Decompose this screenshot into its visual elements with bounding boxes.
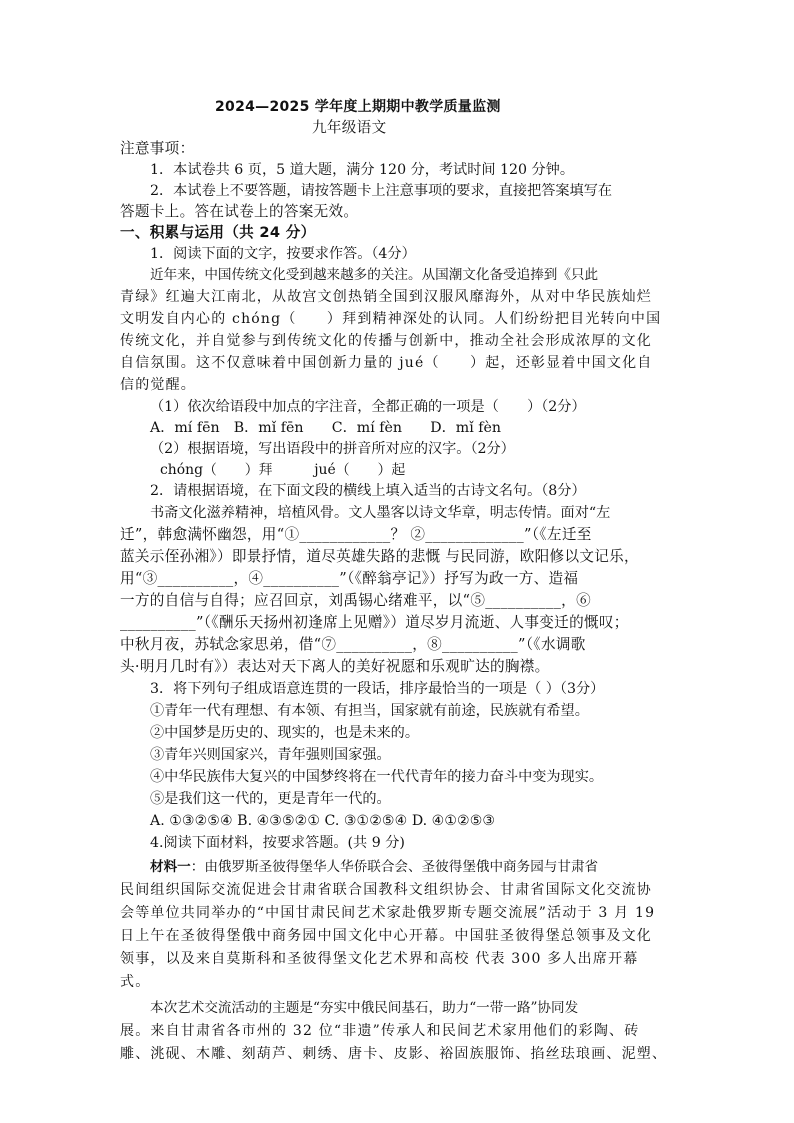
q1-sub2-blanks: chóng（ ）拜 jué（ ）起 xyxy=(160,462,406,478)
q4-material1-line: 日上午在圣彼得堡俄中商务园中国文化中心开幕。中国驻圣彼得堡总领事及文化 xyxy=(120,928,652,944)
q3-options: A. ①③②⑤④ B. ④③⑤②① C. ③①②⑤④ D. ④①②⑤③ xyxy=(150,813,496,829)
notice-item-2b: 答题卡上。答在试卷上的答案无效。 xyxy=(120,203,359,220)
q4-material1-line: 民间组织国际交流促进会甘肃省联合国教科文组织协会、甘肃省国际文化交流协 xyxy=(120,882,652,898)
q2-prompt: 2．请根据语境，在下面文段的横线上填入适当的古诗文名句。（8分） xyxy=(150,483,586,499)
q1-sub1-options: A．mí fēn B．mǐ fēn C．mí fèn D．mǐ fèn xyxy=(150,420,501,436)
q1-passage-line: 自信氛围。这不仅意味着中国创新力量的 jué（ ）起，还彰显着中国文化自 xyxy=(120,355,653,371)
material1-first-line: ：由俄罗斯圣彼得堡华人华侨联合会、圣彼得堡俄中商务园与甘肃省 xyxy=(190,859,599,875)
q3-sentence: ⑤是我们这一代的，更是青年一代的。 xyxy=(150,791,391,807)
q2-line: 头·明月几时有》）表达对天下离人的美好祝愿和乐观旷达的胸襟。 xyxy=(120,658,550,675)
q1-prompt: 1．阅读下面的文字，按要求作答。（4分） xyxy=(150,246,416,262)
q1-passage-line: 近年来，中国传统文化受到越来越多的关注。从国潮文化备受追捧到《只此 xyxy=(150,267,599,283)
q4-material1-line xyxy=(150,856,706,878)
q2-line: 用“③__________，④__________”（《醉翁亭记》）抒写为政一方、造福 xyxy=(120,570,579,587)
q1-passage-line: 文明发自内心的 chóng（ ）拜到精神深处的认同。人们纷纷把目光转向中国 xyxy=(120,311,662,327)
exam-title: 2024—2025 学年度上期期中教学质量监测 xyxy=(215,99,501,115)
q2-line: 一方的自信与自得；应召回京，刘禹锡心绪难平，以“⑤__________，⑥ xyxy=(120,592,591,609)
q3-sentence: ②中国梦是历史的、现实的，也是未来的。 xyxy=(150,725,419,741)
q1-sub1: （1）依次给语段中加点的字注音，全都正确的一项是（ ）（2分） xyxy=(150,399,586,415)
q3-sentence: ①青年一代有理想、有本领、有担当，国家就有前途，民族就有希望。 xyxy=(150,703,589,719)
notice-item-1: 1．本试卷共 6 页，5 道大题，满分 120 分，考试时间 120 分钟。 xyxy=(150,162,574,178)
q4-prompt: 4.阅读下面材料，按要求答题。(共 9 分) xyxy=(150,835,405,851)
material-label: 材料一 xyxy=(150,859,191,875)
q4-material2-line: 展。来自甘肃省各市州的 32 位“非遗”传承人和民间艺术家用他们的彩陶、砖 xyxy=(120,1023,640,1039)
q2-line: 书斋文化滋养精神，培植风骨。文人墨客以诗文华章，明志传情。面对“左 xyxy=(150,505,611,521)
section-heading: 一、积累与运用（共 24 分） xyxy=(120,224,316,241)
q2-line: 迁”，韩愈满怀幽怨，用“①____________？ ②_____________”（《左迁至 xyxy=(120,526,592,543)
exam-subtitle: 九年级语文 xyxy=(312,119,387,136)
q1-passage-line: 信的觉醒。 xyxy=(120,377,196,393)
q2-line: 蓝关示侄孙湘》）即景抒情，道尽英雄失路的悲慨 与民同游，欧阳修以文记乐， xyxy=(120,548,639,565)
q4-material2-line: 雕、洮砚、木雕、刻葫芦、刺绣、唐卡、皮影、裕固族服饰、掐丝珐琅画、泥塑、 xyxy=(120,1046,668,1062)
q2-line: 中秋月夜，苏轼念家思弟，借“⑦__________，⑧__________”（《水调歌 xyxy=(120,636,586,653)
q2-line: __________”（《酬乐天扬州初逢席上见赠》）道尽岁月流逝、人事变迁的慨叹； xyxy=(120,614,629,631)
q4-material1-line: 式。 xyxy=(120,974,151,990)
q3-prompt: 3．将下列句子组成语意连贯的一段话，排序最恰当的一项是（ ）（3分） xyxy=(150,681,605,697)
notice-item-2a: 2．本试卷上不要答题，请按答题卡上注意事项的要求，直接把答案填写在 xyxy=(150,183,613,199)
q4-material1-line: 会等单位共同举办的“中国甘肃民间艺术家赴俄罗斯专题交流展”活动于 3 月 19 xyxy=(120,905,656,921)
notice-label: 注意事项： xyxy=(120,140,195,157)
q1-passage-line: 青绿》红遍大江南北，从故宫文创热销全国到汉服风靡海外，从对中华民族灿烂 xyxy=(120,289,652,305)
q3-sentence: ④中华民族伟大复兴的中国梦终将在一代代青年的接力奋斗中变为现实。 xyxy=(150,769,604,785)
q1-sub2: （2）根据语境，写出语段中的拼音所对应的汉字。（2分） xyxy=(150,441,515,457)
q4-material2-line: 本次艺术交流活动的主题是“夯实中俄民间基石，助力“一带一路”协同发 xyxy=(150,1000,579,1016)
q4-material1-line: 领事，以及来自莫斯科和圣彼得堡文化艺术界和高校 代表 300 多人出席开幕 xyxy=(120,951,639,967)
q3-sentence: ③青年兴则国家兴，青年强则国家强。 xyxy=(150,747,391,763)
q1-passage-line: 传统文化，并自觉参与到传统文化的传播与创新中，推动全社会形成浓厚的文化 xyxy=(120,333,652,349)
